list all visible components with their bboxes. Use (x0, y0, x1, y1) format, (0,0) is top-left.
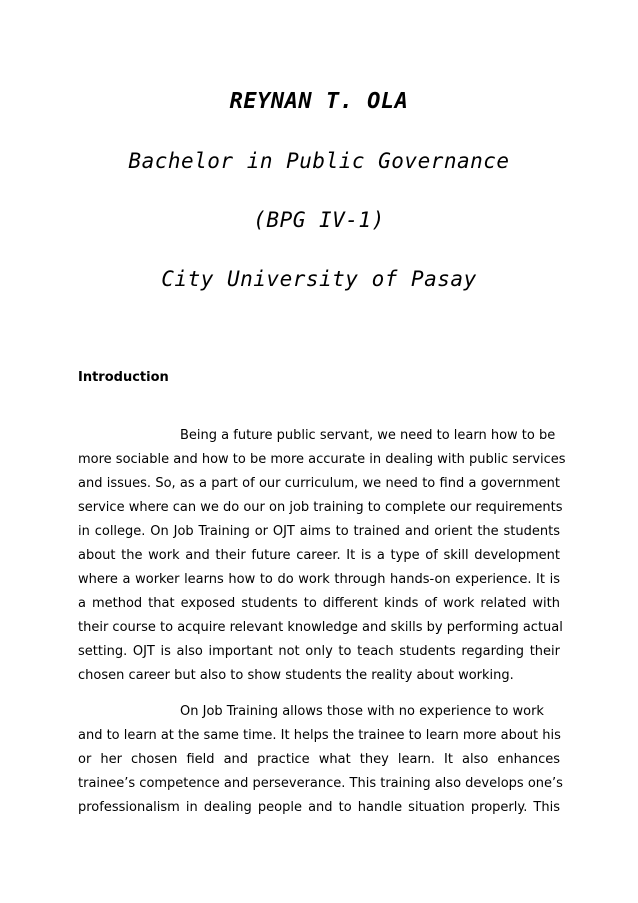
paragraph-1-line: about the work and their future career. It is a type of skill development (78, 548, 560, 563)
paragraph-1-line: Being a future public servant, we need to learn how to be (180, 428, 556, 443)
paragraph-1-line: more sociable and how to be more accurate in dealing with public services (78, 452, 566, 467)
degree-program: Bachelor in Public Governance (128, 149, 510, 173)
paragraph-1-line: and issues. So, as a part of our curriculum, we need to find a government (78, 476, 560, 491)
paragraph-2-line: or her chosen field and practice what they learn. It also enhances (78, 752, 560, 767)
school-name: City University of Pasay (161, 267, 477, 291)
section-heading: Introduction (78, 370, 169, 385)
author-name: REYNAN T. OLA (229, 89, 409, 114)
paragraph-2-line: trainee’s competence and perseverance. This training also develops one’s (78, 776, 563, 791)
paragraph-1-line: chosen career but also to show students the reality about working. (78, 668, 514, 683)
paragraph-1-line: setting. OJT is also important not only to teach students regarding their (78, 644, 560, 659)
class-section: (BPG IV-1) (253, 208, 385, 232)
paragraph-1-line: where a worker learns how to do work through hands-on experience. It is (78, 572, 560, 587)
paragraph-1-line: in college. On Job Training or OJT aims to trained and orient the students (78, 524, 560, 539)
paragraph-2-line: On Job Training allows those with no experience to work (180, 704, 544, 719)
paragraph-1-line: a method that exposed students to different kinds of work related with (78, 596, 560, 611)
paragraph-2-line: and to learn at the same time. It helps the trainee to learn more about his (78, 728, 561, 743)
paragraph-2-line: professionalism in dealing people and to handle situation properly. This (78, 800, 560, 815)
paragraph-1-line: service where can we do our on job training to complete our requirements (78, 500, 563, 515)
paragraph-1-line: their course to acquire relevant knowledge and skills by performing actual (78, 620, 563, 635)
